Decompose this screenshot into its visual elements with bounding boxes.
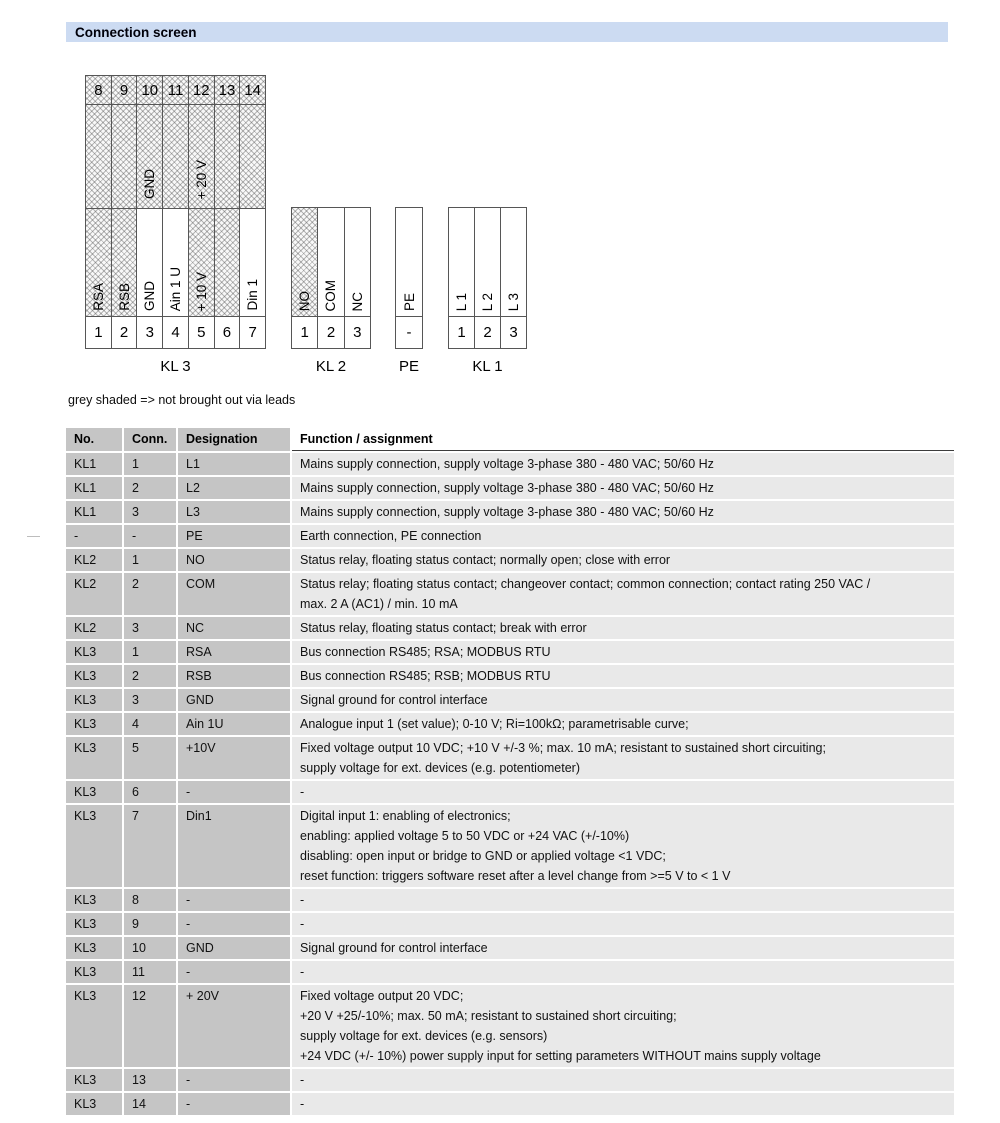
function-line: Digital input 1: enabling of electronics; [300,809,511,823]
table-row [66,477,952,499]
function-line: Fixed voltage output 20 VDC; [300,989,464,1003]
table-row [66,781,952,803]
cell-designation: PE [178,525,290,547]
cell-designation: - [178,889,290,911]
terminal-label: L 2 [480,292,495,311]
terminal-number: 1 [457,324,466,341]
table-row [66,617,952,639]
cell-conn: 2 [124,477,176,499]
cell-function [292,477,954,499]
terminal-row [449,316,526,348]
terminal-label: RSB [116,283,132,311]
cell-no: KL1 [66,477,122,499]
cell-no: KL3 [66,1093,122,1115]
terminal-cell [344,208,370,316]
function-line: - [300,965,305,979]
terminal-number: 7 [248,324,257,341]
cell-function [292,737,954,779]
column-header-no: No. [66,428,122,451]
cell-no: KL3 [66,665,122,687]
cell-no: KL2 [66,549,122,571]
cell-function [292,889,954,911]
cell-designation: GND [178,689,290,711]
cell-conn: 4 [124,713,176,735]
column-header-function: Function / assignment [292,428,954,451]
terminal-label: + 10 V [193,271,209,311]
terminal-cell [188,317,214,348]
cell-conn: 5 [124,737,176,779]
terminal-cell [136,317,162,348]
cell-no: KL2 [66,573,122,615]
table-row [66,937,952,959]
terminal-label: GND [142,281,158,311]
terminal-cell [111,317,137,348]
function-line: Analogue input 1 (set value); 0-10 V; Ri=100kΩ; parametrisable curve; [300,717,689,731]
cell-designation: GND [178,937,290,959]
table-row [66,889,952,911]
connection-table [66,428,952,1117]
table-row [66,985,952,1067]
column-header-conn: Conn. [124,428,176,451]
cell-conn: 7 [124,805,176,887]
margin-dash: — [27,528,40,543]
terminal-row [396,316,422,348]
column-header-designation: Designation [178,428,290,451]
cell-designation: NC [178,617,290,639]
terminal-label: NO [297,290,313,311]
shading-note: grey shaded => not brought out via leads [68,393,296,407]
cell-conn: 11 [124,961,176,983]
terminal-cell [188,76,214,104]
cell-function [292,713,954,735]
terminal-block-pe [395,207,423,349]
terminal-label: RSA [90,283,106,311]
function-line: Mains supply connection, supply voltage 3-phase 380 - 480 VAC; 50/60 Hz [300,457,714,471]
function-line: Signal ground for control interface [300,693,488,707]
terminal-cell [317,208,343,316]
cell-conn: 6 [124,781,176,803]
cell-no: KL3 [66,781,122,803]
table-row [66,501,952,523]
terminal-cell [239,76,265,104]
terminal-label: COM [323,279,339,311]
cell-function [292,665,954,687]
terminal-number: 14 [244,81,262,99]
cell-designation: L2 [178,477,290,499]
terminal-label: PE [401,292,417,311]
function-line: Status relay, floating status contact; normally open; close with error [300,553,671,567]
terminal-number: 6 [222,324,232,341]
function-line: - [300,1097,305,1111]
terminal-number: 1 [300,324,309,341]
terminal-row [292,316,370,348]
cell-no: KL3 [66,713,122,735]
cell-conn: 14 [124,1093,176,1115]
terminal-label: L 1 [454,292,469,311]
function-line: enabling: applied voltage 5 to 50 VDC or +24 VAC (+/-10%) [300,829,630,843]
function-line: max. 2 A (AC1) / min. 10 mA [300,597,458,611]
terminal-number: 2 [119,324,129,341]
cell-no: KL3 [66,641,122,663]
terminal-cell [86,317,111,348]
function-line: reset function: triggers software reset after a level change from >=5 V to < 1 V [300,869,731,883]
terminal-number: 4 [171,324,180,341]
cell-conn: 2 [124,665,176,687]
terminal-cell [292,317,317,348]
cell-function [292,985,954,1067]
function-line: +20 V +25/-10%; max. 50 mA; resistant to sustained short circuiting; [300,1009,677,1023]
page-title: Connection screen [75,24,197,40]
terminal-cell [292,208,317,316]
table-row [66,689,952,711]
cell-conn: 1 [124,641,176,663]
cell-designation: +10V [178,737,290,779]
table-row [66,805,952,887]
table-row [66,525,952,547]
cell-function [292,689,954,711]
cell-no: KL3 [66,937,122,959]
cell-function [292,913,954,935]
function-line: Mains supply connection, supply voltage 3-phase 380 - 480 VAC; 50/60 Hz [300,505,714,519]
function-line: Status relay; floating status contact; changeover contact; common connection; contact rating 250 VAC / [300,577,871,591]
function-line: Bus connection RS485; RSB; MODBUS RTU [300,669,551,683]
cell-conn: 1 [124,453,176,475]
function-line: Mains supply connection, supply voltage 3-phase 380 - 480 VAC; 50/60 Hz [300,481,714,495]
terminal-cell [449,317,474,348]
terminal-cell [136,209,162,316]
cell-no: KL2 [66,617,122,639]
cell-no: KL1 [66,453,122,475]
terminal-label: Ain 1 U [168,266,184,311]
cell-function [292,1093,954,1115]
terminal-cell [239,317,265,348]
cell-conn: 2 [124,573,176,615]
terminal-cell [239,209,265,316]
cell-function [292,453,954,475]
terminal-cell [136,105,162,208]
block-caption-kl1: KL 1 [472,358,503,375]
cell-designation: Ain 1U [178,713,290,735]
terminal-cell [214,105,240,208]
cell-no: KL3 [66,805,122,887]
cell-no: - [66,525,122,547]
table-row [66,665,952,687]
table-row [66,737,952,779]
table-row [66,913,952,935]
cell-no: KL3 [66,985,122,1067]
table-row [66,961,952,983]
terminal-row [449,208,526,316]
cell-designation: L1 [178,453,290,475]
terminal-cell [111,105,137,208]
terminal-number: 3 [145,324,154,341]
terminal-cell [86,105,111,208]
terminal-cell [162,105,188,208]
terminal-cell [214,317,240,348]
cell-designation: Din1 [178,805,290,887]
cell-no: KL3 [66,889,122,911]
cell-designation: - [178,913,290,935]
cell-function [292,573,954,615]
terminal-block-kl3 [85,75,266,349]
table-body [66,453,952,1115]
cell-no: KL3 [66,689,122,711]
terminal-cell [344,317,370,348]
terminal-row [292,208,370,316]
function-line: Status relay, floating status contact; break with error [300,621,587,635]
function-line: +24 VDC (+/- 10%) power supply input for setting parameters WITHOUT mains supply voltage [300,1049,821,1063]
terminal-number: 8 [94,81,103,99]
cell-conn: 13 [124,1069,176,1091]
table-row [66,453,952,475]
function-line: - [300,893,305,907]
terminal-row [86,104,265,208]
section-title-bar [66,22,948,42]
cell-no: KL3 [66,961,122,983]
terminal-label: L 3 [506,292,521,311]
table-row [66,1069,952,1091]
cell-conn: 12 [124,985,176,1067]
cell-designation: RSA [178,641,290,663]
terminal-cell [500,208,526,316]
cell-function [292,781,954,803]
cell-conn: 1 [124,549,176,571]
terminal-number: 11 [167,81,184,99]
terminal-cell [214,209,240,316]
cell-designation: RSB [178,665,290,687]
terminal-number: 9 [119,81,129,99]
cell-designation: - [178,781,290,803]
table-row [66,713,952,735]
cell-function [292,501,954,523]
terminal-number: 2 [326,324,336,341]
table-row [66,1093,952,1115]
cell-function [292,937,954,959]
terminal-label: GND [142,169,158,199]
cell-no: KL3 [66,1069,122,1091]
block-caption-pe: PE [398,358,419,375]
table-row [66,641,952,663]
cell-function [292,1069,954,1091]
terminal-cell [111,209,137,316]
function-line: - [300,917,305,931]
cell-designation: L3 [178,501,290,523]
terminal-cell [214,76,240,104]
terminal-cell [162,76,188,104]
block-caption-kl3: KL 3 [160,358,191,375]
terminal-cell [136,76,162,104]
function-line: disabling: open input or bridge to GND or applied voltage <1 VDC; [300,849,666,863]
cell-designation: - [178,1093,290,1115]
terminal-cell [86,209,111,316]
function-line: - [300,785,305,799]
cell-conn: 3 [124,689,176,711]
cell-function [292,617,954,639]
function-line: Bus connection RS485; RSA; MODBUS RTU [300,645,551,659]
terminal-cell [396,317,422,348]
terminal-row [86,76,265,104]
cell-conn: 8 [124,889,176,911]
terminal-number: 1 [94,324,103,341]
terminal-cell [86,76,111,104]
table-row [66,549,952,571]
block-caption-kl2: KL 2 [315,358,347,375]
cell-designation: - [178,1069,290,1091]
terminal-number: - [406,324,412,341]
cell-designation: - [178,961,290,983]
terminal-label: NC [349,291,365,311]
cell-no: KL3 [66,737,122,779]
cell-function [292,525,954,547]
terminal-number: 3 [509,324,518,341]
function-line: Earth connection, PE connection [300,529,482,543]
terminal-block-kl1 [448,207,527,349]
cell-conn: - [124,525,176,547]
terminal-row [396,208,422,316]
cell-designation: NO [178,549,290,571]
terminal-cell [500,317,526,348]
cell-function [292,641,954,663]
cell-conn: 3 [124,501,176,523]
terminal-cell [188,209,214,316]
terminal-cell [162,209,188,316]
cell-conn: 3 [124,617,176,639]
cell-function [292,805,954,887]
terminal-number: 5 [197,324,206,341]
terminal-number: 10 [141,81,159,99]
terminal-cell [188,105,214,208]
function-line: Fixed voltage output 10 VDC; +10 V +/-3 %; max. 10 mA; resistant to sustained short circuiting; [300,741,826,755]
function-line: supply voltage for ext. devices (e.g. sensors) [300,1029,548,1043]
terminal-row [86,316,265,348]
terminal-cell [317,317,343,348]
terminal-cell [396,208,422,316]
table-row [66,573,952,615]
cell-designation: + 20V [178,985,290,1067]
terminal-cell [162,317,188,348]
terminal-cell [239,105,265,208]
cell-designation: COM [178,573,290,615]
terminal-cell [474,317,500,348]
terminal-cell [474,208,500,316]
function-line: - [300,1073,305,1087]
cell-no: KL1 [66,501,122,523]
cell-conn: 9 [124,913,176,935]
cell-conn: 10 [124,937,176,959]
function-line: Signal ground for control interface [300,941,488,955]
cell-function [292,549,954,571]
cell-function [292,961,954,983]
terminal-block-kl2 [291,207,371,349]
cell-no: KL3 [66,913,122,935]
terminal-number: 2 [483,324,492,341]
terminal-number: 3 [353,324,362,341]
table-header-row [66,428,952,451]
terminal-label: Din 1 [245,279,261,311]
terminal-row [86,208,265,316]
function-line: supply voltage for ext. devices (e.g. potentiometer) [300,761,581,775]
terminal-cell [449,208,474,316]
terminal-number: 13 [218,81,236,99]
terminal-label: + 20 V [193,159,209,199]
terminal-cell [111,76,137,104]
terminal-number: 12 [192,81,210,99]
